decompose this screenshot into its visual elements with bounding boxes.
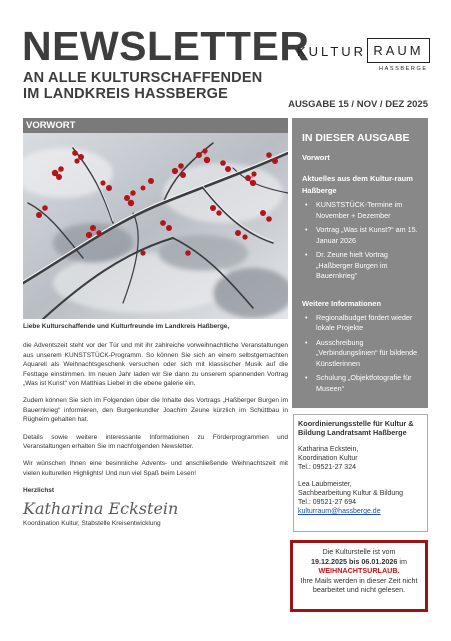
foreword-salutation: Liebe Kulturschaffende und Kulturfreunde im Landkreis Haßberge, xyxy=(23,323,230,330)
subtitle-line-1: AN ALLE KULTURSCHAFFENDEN xyxy=(23,70,263,86)
sidebar-item-vortrag-kunst[interactable]: • Vortrag „Was ist Kunst?“ am 15. Januar 2026 xyxy=(302,225,418,246)
sidebar-item-verbindungslinien[interactable]: • Ausschreibung „Verbindungslinien“ für bildende Künstlerinnen xyxy=(302,338,418,370)
winter-berries-photo xyxy=(23,133,288,319)
sidebar-item-zeune-vortrag[interactable]: • Dr. Zeune hielt Vortrag „Haßberger Burgen im Bauernkrieg“ xyxy=(302,250,418,282)
foreword-greeting: Herzlichst xyxy=(23,487,55,495)
newsletter-subtitle xyxy=(23,70,262,102)
contact-person-1-role: Koordination Kultur xyxy=(298,455,358,462)
in-this-issue-panel xyxy=(292,118,428,408)
issue-label: AUSGABE 15 / NOV / DEZ 2025 xyxy=(288,99,428,110)
foreword-paragraph-3: Details sowie weitere interessante Informationen zu Förderprogrammen und Veranstaltungen erhalten Sie im nachfolgenden Newsletter. xyxy=(23,433,288,451)
logo-text-boxed: RAUM xyxy=(367,38,430,63)
contact-person-1-phone: Tel.: 09521-27 324 xyxy=(298,464,356,471)
sidebar-item-objektfotografie[interactable]: • Schulung „Objektfotografie für Museen“ xyxy=(302,373,418,394)
sidebar-item-kunststueck[interactable]: • KUNSTSTÜCK-Termine im November + Dezember xyxy=(302,200,418,221)
contact-person-2-name: Lea Laubmeister, xyxy=(298,481,352,488)
logo-text-left: KULTUR xyxy=(297,44,367,59)
contact-person-2 xyxy=(298,480,423,516)
notice-dates-line xyxy=(297,557,421,567)
sidebar-group-weitere[interactable]: Weitere Informationen xyxy=(302,298,382,308)
foreword-text xyxy=(23,322,288,529)
foreword-paragraph-1: die Adventszeit steht vor der Tür und mit ihr zahlreiche vorweihnachtliche Veranstaltungen aus unserem KUNSTSTÜCK-Programm. So können Sie sich an einem selbstgemachten Aquarell als Weihnachtsgeschenk versuchen oder sich mit klassischer Musik auf die Festtage einstimmen. Im neuen Jahr laden wir Sie dann zu unserem spannenden Vortrag „Was ist Kunst“ von Matthias Liebel in die ebene galerie ein. xyxy=(23,342,288,388)
contact-person-1-name: Katharina Eckstein, xyxy=(298,446,359,453)
sidebar-group-aktuelles[interactable]: Aktuelles aus dem Kultur-raum Haßberge xyxy=(302,174,413,195)
contact-box xyxy=(293,414,428,532)
contact-person-2-role: Sachbearbeitung Kultur & Bildung xyxy=(298,490,404,497)
kulturraum-logo xyxy=(297,38,432,78)
notice-dates: 19.12.2025 bis 06.01.2026 xyxy=(311,556,398,566)
foreword-paragraph-4: Wir wünschen Ihnen eine besinnliche Advents- und anschließende Weihnachtszeit mit vielen kulturellen Highlights! Und nun viel Spaß beim Lesen! xyxy=(23,460,288,477)
contact-person-2-phone: Tel.: 09521-27 694 xyxy=(298,499,356,506)
holiday-notice xyxy=(290,540,428,612)
sidebar-list-weitere xyxy=(302,313,418,395)
sidebar-list-aktuelles xyxy=(302,200,418,282)
contact-email-link[interactable]: kulturraum@hassberge.de xyxy=(298,508,381,515)
notice-line-1: Die Kulturstelle ist vom xyxy=(322,547,396,556)
sidebar-item-vorwort[interactable]: Vorwort xyxy=(302,153,330,162)
notice-im: im xyxy=(399,556,407,566)
signature: Katharina Eckstein xyxy=(23,498,179,518)
sidebar-heading: IN DIESER AUSGABE xyxy=(302,132,410,144)
notice-rest: Ihre Mails werden in dieser Zeit nicht bearbeitet und nicht gelesen. xyxy=(300,575,418,595)
foreword-paragraph-2: Zudem können Sie sich im Folgenden über die Inhalte des Vortrags „Haßberger Burgen im Bauernkrieg“ informieren, den Burgenkundler Joachim Zeune kürzlich im Schüttbau in Rügheim gehalten hat. xyxy=(23,397,288,424)
sidebar-item-regionalbudget[interactable]: • Regionalbudget fördert wieder lokale Projekte xyxy=(302,313,418,334)
signature-role: Koordination Kultur, Stabstelle Kreisentwicklung xyxy=(23,520,161,528)
newsletter-title: NEWSLETTER xyxy=(22,23,310,69)
contact-heading: Koordinierungsstelle für Kultur & Bildung Landratsamt Haßberge xyxy=(298,419,414,437)
subtitle-line-2: IM LANDKREIS HASSBERGE xyxy=(23,86,228,102)
notice-holiday: WEIHNACHTSURLAUB. xyxy=(318,566,400,576)
logo-subtext: HASSBERGE xyxy=(379,66,428,72)
contact-person-1 xyxy=(298,445,423,472)
section-heading-vorwort: VORWORT xyxy=(23,118,288,133)
